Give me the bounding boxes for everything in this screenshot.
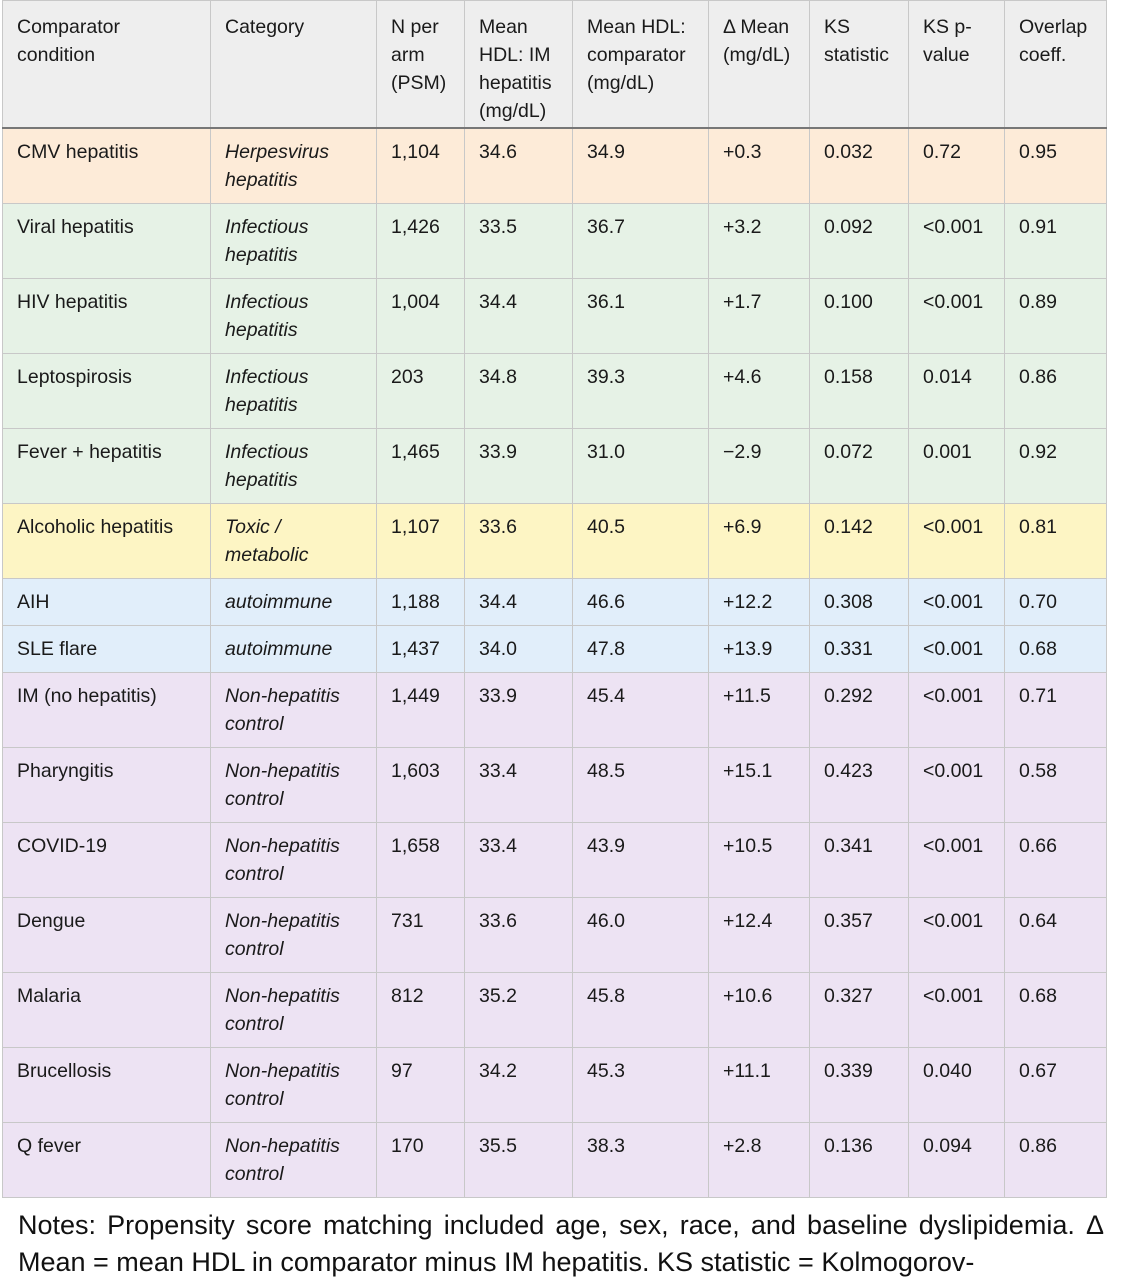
table-row [3,673,1107,748]
cell-ks-statistic: 0.072 [810,429,909,504]
cell-overlap-coeff: 0.68 [1005,973,1107,1048]
cell-n-per-arm: 1,449 [377,673,465,748]
cell-mean-hdl-comparator: 36.1 [573,279,709,354]
cell-ks-statistic: 0.341 [810,823,909,898]
cell-n-per-arm: 97 [377,1048,465,1123]
cell-condition: SLE flare [3,626,211,673]
cell-category: Non-hepatitis control [211,973,377,1048]
table-row [3,429,1107,504]
cell-mean-hdl-comparator: 38.3 [573,1123,709,1198]
cell-overlap-coeff: 0.95 [1005,128,1107,204]
cell-condition: Malaria [3,973,211,1048]
cell-condition: Alcoholic hepatitis [3,504,211,579]
cell-category: Non-hepatitis control [211,748,377,823]
cell-category: Non-hepatitis control [211,673,377,748]
cell-ks-statistic: 0.331 [810,626,909,673]
cell-condition: CMV hepatitis [3,128,211,204]
cell-delta-mean: +11.1 [709,1048,810,1123]
table-row [3,898,1107,973]
cell-mean-hdl-comparator: 40.5 [573,504,709,579]
cell-overlap-coeff: 0.81 [1005,504,1107,579]
table-row [3,748,1107,823]
header-mean-hdl-comparator: Mean HDL: comparator (mg/dL) [573,1,709,129]
cell-condition: COVID-19 [3,823,211,898]
cell-mean-hdl-comparator: 43.9 [573,823,709,898]
cell-delta-mean: +10.5 [709,823,810,898]
cell-ks-statistic: 0.292 [810,673,909,748]
cell-overlap-coeff: 0.67 [1005,1048,1107,1123]
table-row [3,354,1107,429]
cell-n-per-arm: 1,465 [377,429,465,504]
table-row [3,973,1107,1048]
header-delta-mean: Δ Mean (mg/dL) [709,1,810,129]
cell-mean-hdl-comparator: 48.5 [573,748,709,823]
cell-ks-p-value: <0.001 [909,898,1005,973]
cell-mean-hdl-comparator: 36.7 [573,204,709,279]
cell-delta-mean: +13.9 [709,626,810,673]
cell-mean-hdl-im: 34.8 [465,354,573,429]
cell-category: Non-hepatitis control [211,823,377,898]
cell-ks-statistic: 0.339 [810,1048,909,1123]
cell-ks-p-value: <0.001 [909,204,1005,279]
cell-mean-hdl-im: 35.5 [465,1123,573,1198]
cell-mean-hdl-comparator: 45.3 [573,1048,709,1123]
cell-ks-p-value: 0.094 [909,1123,1005,1198]
cell-ks-p-value: <0.001 [909,673,1005,748]
cell-delta-mean: +11.5 [709,673,810,748]
cell-delta-mean: +12.4 [709,898,810,973]
cell-overlap-coeff: 0.89 [1005,279,1107,354]
header-category: Category [211,1,377,129]
table-row [3,823,1107,898]
cell-n-per-arm: 812 [377,973,465,1048]
cell-mean-hdl-im: 34.6 [465,128,573,204]
cell-condition: Q fever [3,1123,211,1198]
table-row [3,579,1107,626]
cell-ks-statistic: 0.158 [810,354,909,429]
cell-mean-hdl-comparator: 45.4 [573,673,709,748]
cell-delta-mean: +15.1 [709,748,810,823]
cell-category: Infectious hepatitis [211,279,377,354]
cell-mean-hdl-im: 33.4 [465,823,573,898]
cell-n-per-arm: 203 [377,354,465,429]
header-ks-p-value: KS p-value [909,1,1005,129]
header-mean-hdl-im: Mean HDL: IM hepatitis (mg/dL) [465,1,573,129]
cell-delta-mean: +1.7 [709,279,810,354]
cell-delta-mean: +10.6 [709,973,810,1048]
cell-category: Infectious hepatitis [211,354,377,429]
cell-mean-hdl-comparator: 31.0 [573,429,709,504]
cell-ks-p-value: <0.001 [909,504,1005,579]
cell-n-per-arm: 1,004 [377,279,465,354]
results-table-container [2,0,1106,1198]
cell-category: Toxic / metabolic [211,504,377,579]
cell-category: Non-hepatitis control [211,1123,377,1198]
cell-condition: IM (no hepatitis) [3,673,211,748]
cell-delta-mean: −2.9 [709,429,810,504]
cell-ks-p-value: <0.001 [909,279,1005,354]
cell-overlap-coeff: 0.64 [1005,898,1107,973]
cell-mean-hdl-im: 34.2 [465,1048,573,1123]
cell-ks-statistic: 0.308 [810,579,909,626]
cell-overlap-coeff: 0.91 [1005,204,1107,279]
cell-ks-p-value: 0.72 [909,128,1005,204]
cell-mean-hdl-comparator: 39.3 [573,354,709,429]
cell-mean-hdl-im: 33.6 [465,898,573,973]
cell-category: Non-hepatitis control [211,898,377,973]
cell-ks-statistic: 0.032 [810,128,909,204]
cell-mean-hdl-comparator: 45.8 [573,973,709,1048]
cell-condition: Dengue [3,898,211,973]
cell-overlap-coeff: 0.70 [1005,579,1107,626]
header-overlap-coeff: Overlap coeff. [1005,1,1107,129]
cell-n-per-arm: 1,188 [377,579,465,626]
cell-ks-p-value: <0.001 [909,579,1005,626]
table-row [3,128,1107,204]
cell-mean-hdl-im: 33.4 [465,748,573,823]
cell-mean-hdl-im: 33.5 [465,204,573,279]
cell-delta-mean: +4.6 [709,354,810,429]
cell-n-per-arm: 1,658 [377,823,465,898]
cell-ks-p-value: 0.040 [909,1048,1005,1123]
cell-category: Non-hepatitis control [211,1048,377,1123]
cell-ks-p-value: <0.001 [909,626,1005,673]
cell-ks-statistic: 0.092 [810,204,909,279]
cell-overlap-coeff: 0.58 [1005,748,1107,823]
cell-overlap-coeff: 0.86 [1005,1123,1107,1198]
cell-condition: Viral hepatitis [3,204,211,279]
hdl-comparison-table [2,0,1107,1198]
table-notes: Notes: Propensity score matching included age, sex, race, and baseline dyslipidemia. Δ Mean = mean HDL in comparator minus IM hepatitis. KS statistic = Kolmogorov- [18,1210,1104,1277]
cell-n-per-arm: 1,426 [377,204,465,279]
cell-n-per-arm: 170 [377,1123,465,1198]
cell-condition: Brucellosis [3,1048,211,1123]
table-row [3,1123,1107,1198]
cell-mean-hdl-im: 33.9 [465,673,573,748]
table-row [3,204,1107,279]
cell-category: Infectious hepatitis [211,429,377,504]
cell-mean-hdl-comparator: 46.0 [573,898,709,973]
cell-mean-hdl-im: 34.4 [465,579,573,626]
cell-n-per-arm: 1,104 [377,128,465,204]
cell-category: Herpesvirus hepatitis [211,128,377,204]
cell-n-per-arm: 1,603 [377,748,465,823]
cell-n-per-arm: 1,437 [377,626,465,673]
table-body [3,128,1107,1198]
table-row [3,279,1107,354]
table-row [3,626,1107,673]
cell-n-per-arm: 731 [377,898,465,973]
cell-mean-hdl-im: 35.2 [465,973,573,1048]
cell-overlap-coeff: 0.71 [1005,673,1107,748]
header-ks-statistic: KS statistic [810,1,909,129]
cell-ks-p-value: <0.001 [909,748,1005,823]
cell-mean-hdl-im: 33.6 [465,504,573,579]
cell-condition: Leptospirosis [3,354,211,429]
cell-ks-statistic: 0.136 [810,1123,909,1198]
cell-delta-mean: +0.3 [709,128,810,204]
cell-delta-mean: +2.8 [709,1123,810,1198]
header-comparator-condition: Comparator condition [3,1,211,129]
cell-ks-p-value: <0.001 [909,823,1005,898]
header-n-per-arm: N per arm (PSM) [377,1,465,129]
cell-category: autoimmune [211,626,377,673]
table-row [3,504,1107,579]
cell-category: autoimmune [211,579,377,626]
cell-overlap-coeff: 0.66 [1005,823,1107,898]
cell-mean-hdl-im: 34.4 [465,279,573,354]
cell-delta-mean: +12.2 [709,579,810,626]
cell-ks-statistic: 0.357 [810,898,909,973]
cell-mean-hdl-comparator: 47.8 [573,626,709,673]
cell-ks-statistic: 0.100 [810,279,909,354]
cell-delta-mean: +3.2 [709,204,810,279]
cell-condition: Fever + hepatitis [3,429,211,504]
cell-overlap-coeff: 0.68 [1005,626,1107,673]
table-row [3,1048,1107,1123]
cell-ks-p-value: 0.001 [909,429,1005,504]
cell-mean-hdl-comparator: 34.9 [573,128,709,204]
table-header-row [3,1,1107,129]
cell-category: Infectious hepatitis [211,204,377,279]
cell-overlap-coeff: 0.92 [1005,429,1107,504]
cell-condition: AIH [3,579,211,626]
cell-mean-hdl-im: 33.9 [465,429,573,504]
cell-delta-mean: +6.9 [709,504,810,579]
cell-overlap-coeff: 0.86 [1005,354,1107,429]
cell-ks-statistic: 0.142 [810,504,909,579]
cell-ks-p-value: 0.014 [909,354,1005,429]
cell-mean-hdl-comparator: 46.6 [573,579,709,626]
cell-n-per-arm: 1,107 [377,504,465,579]
cell-ks-p-value: <0.001 [909,973,1005,1048]
cell-ks-statistic: 0.327 [810,973,909,1048]
cell-condition: HIV hepatitis [3,279,211,354]
cell-mean-hdl-im: 34.0 [465,626,573,673]
cell-ks-statistic: 0.423 [810,748,909,823]
cell-condition: Pharyngitis [3,748,211,823]
